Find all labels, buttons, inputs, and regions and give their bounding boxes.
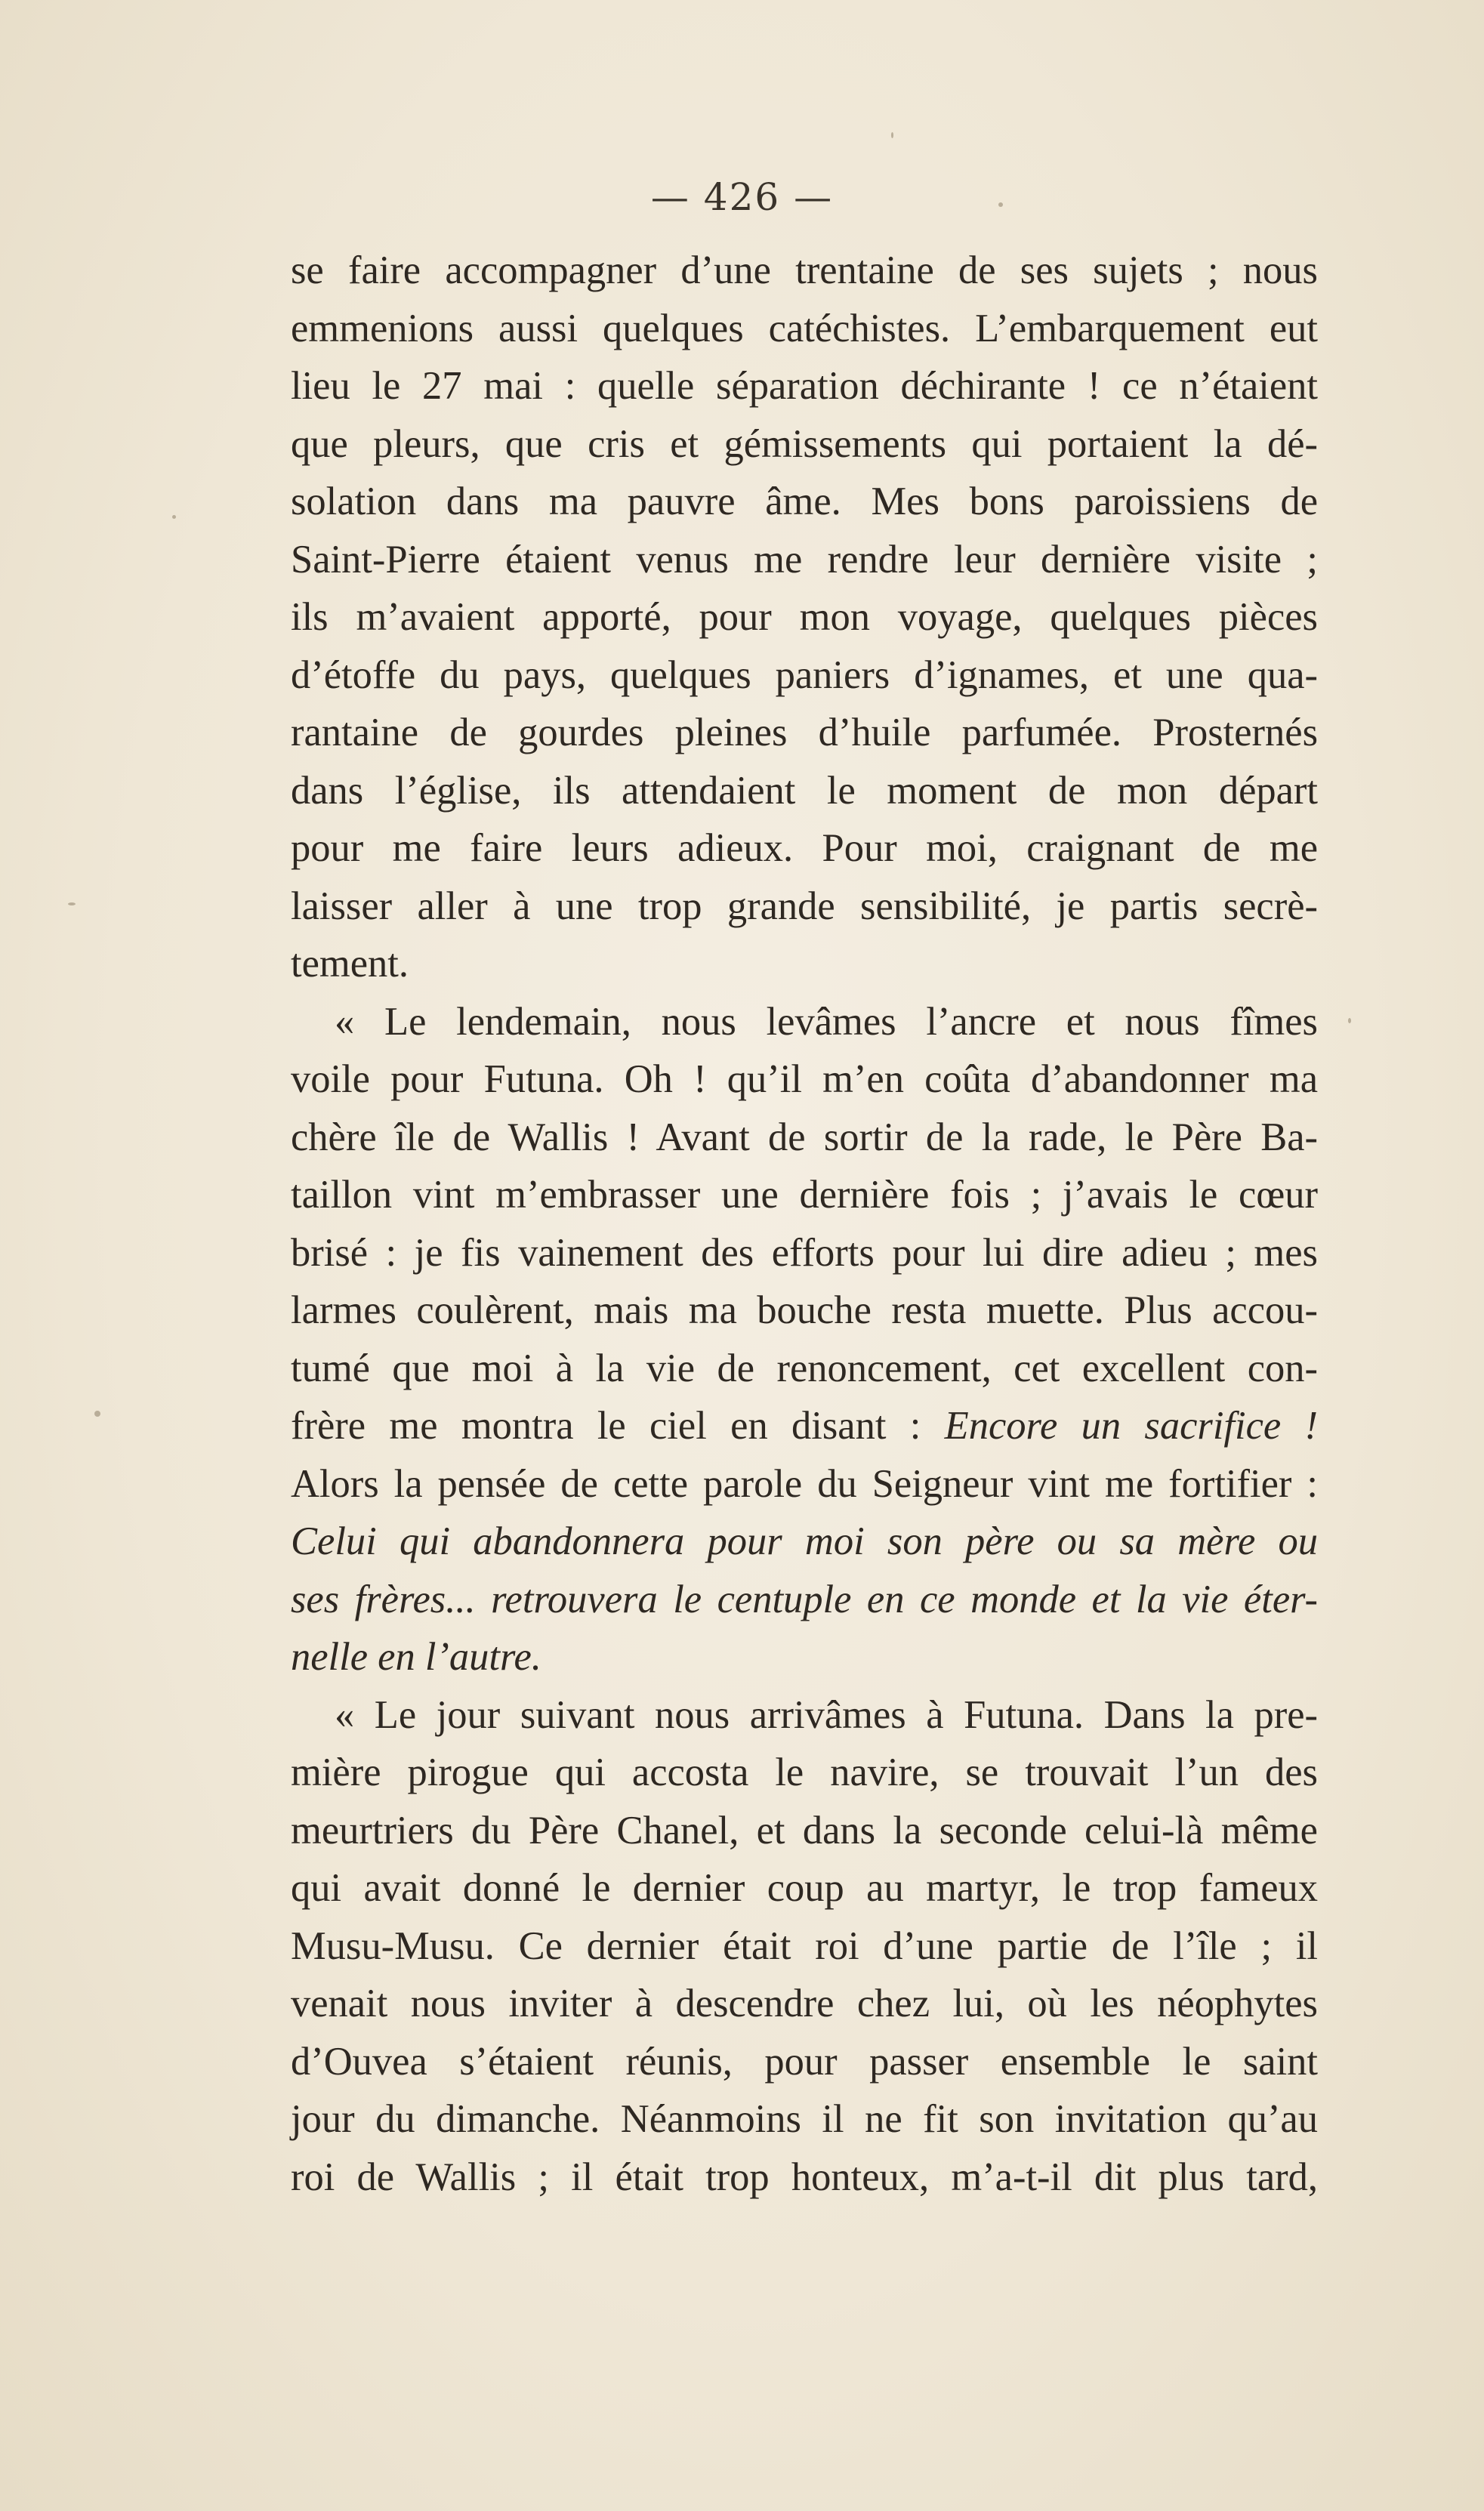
text-line: « Le lendemain, nous levâmes l’ancre et nous fîmes: [335, 999, 1318, 1044]
text-line: emmenions aussi quelques catéchistes. L’embarquement eut: [291, 306, 1318, 350]
text-line: laisser aller à une trop grande sensibilité, je partis secrè-: [291, 884, 1318, 928]
text-line: rantaine de gourdes pleines d’huile parfumée. Prosternés: [291, 711, 1318, 754]
paper-speck: [1348, 1018, 1351, 1023]
text-line: « Le jour suivant nous arrivâmes à Futuna. Dans la pre-: [335, 1692, 1318, 1737]
text-line: meurtriers du Père Chanel, et dans la seconde celui-là même: [291, 1808, 1318, 1852]
page-number: — 426 —: [650, 175, 834, 219]
paper-speck: [998, 202, 1003, 207]
text-line: chère île de Wallis ! Avant de sortir de la rade, le Père Ba-: [291, 1115, 1318, 1159]
text-line: qui avait donné le dernier coup au martyr, le trop fameux: [291, 1866, 1318, 1910]
text-line: brisé : je fis vainement des efforts pour lui dire adieu ; mes: [291, 1230, 1318, 1275]
text-line: venait nous inviter à descendre chez lui, où les néophytes: [291, 1982, 1318, 2025]
text-line-italic: Celui qui abandonnera pour moi son père ou sa mère ou: [291, 1519, 1318, 1563]
text-line: solation dans ma pauvre âme. Mes bons paroissiens de: [291, 480, 1318, 523]
text-segment: frère me montra le ciel en disant :: [291, 1404, 945, 1448]
body-text: [291, 242, 1318, 2206]
text-line: ils m’avaient apporté, pour mon voyage, quelques pièces: [291, 595, 1318, 639]
text-line: mière pirogue qui accosta le navire, se trouvait l’un des: [291, 1751, 1318, 1794]
text-line: Saint-Pierre étaient venus me rendre leur dernière visite ;: [291, 537, 1318, 581]
text-line-mixed: [291, 1397, 1318, 1455]
text-line-italic: ses frères... retrouvera le centuple en ce monde et la vie éter-: [291, 1577, 1318, 1621]
text-line-italic: nelle en l’autre.: [291, 1635, 541, 1679]
text-line: se faire accompagner d’une trentaine de ses sujets ; nous: [291, 248, 1318, 292]
text-line: voile pour Futuna. Oh ! qu’il m’en coûta d’abandonner ma: [291, 1057, 1318, 1101]
text-line: pour me faire leurs adieux. Pour moi, craignant de me: [291, 826, 1318, 870]
text-line: que pleurs, que cris et gémissements qui portaient la dé-: [291, 421, 1318, 466]
text-line: Alors la pensée de cette parole du Seigneur vint me fortifier :: [291, 1461, 1318, 1506]
paper-speck: [68, 902, 76, 905]
text-line: tement.: [291, 942, 409, 986]
text-line: larmes coulèrent, mais ma bouche resta muette. Plus accou-: [291, 1288, 1318, 1332]
text-line: d’étoffe du pays, quelques paniers d’ignames, et une qua-: [291, 652, 1318, 697]
text-line: dans l’église, ils attendaient le moment de mon départ: [291, 768, 1318, 813]
text-line: taillon vint m’embrasser une dernière fois ; j’avais le cœur: [291, 1173, 1318, 1217]
paper-speck: [891, 132, 893, 138]
text-line: roi de Wallis ; il était trop honteux, m’a-t-il dit plus tard,: [291, 2155, 1318, 2199]
paper-speck: [172, 515, 176, 519]
text-line: d’Ouvea s’étaient réunis, pour passer ensemble le saint: [291, 2039, 1318, 2084]
text-line: tumé que moi à la vie de renoncement, cet excellent con-: [291, 1346, 1318, 1390]
text-line: Musu-Musu. Ce dernier était roi d’une partie de l’île ; il: [291, 1923, 1318, 1968]
italic-segment: Encore un sacrifice !: [944, 1404, 1319, 1448]
text-line: lieu le 27 mai : quelle séparation déchirante ! ce n’étaient: [291, 364, 1318, 408]
paper-speck: [94, 1411, 100, 1417]
text-line: jour du dimanche. Néanmoins il ne fit son invitation qu’au: [291, 2097, 1318, 2141]
